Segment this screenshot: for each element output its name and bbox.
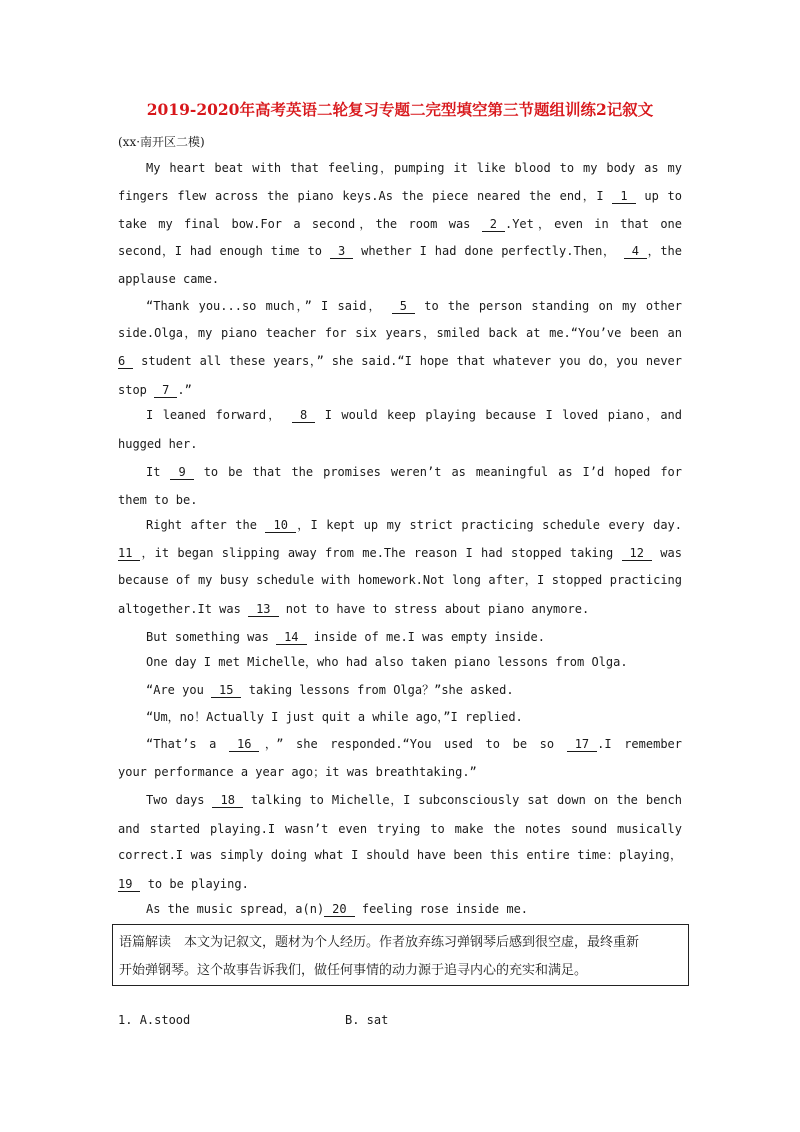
blank-18: 18 — [212, 793, 242, 808]
blank-15: 15 — [211, 683, 241, 698]
passage-line: and started playing.I wasn’t even trying to make the notes sound musically — [118, 822, 682, 836]
blank-14: 14 — [276, 630, 306, 645]
option-b: B. sat — [345, 1013, 389, 1027]
passage-line: It 9 to be that the promises weren’t as meaningful as I’d hoped for — [146, 465, 682, 479]
passage-line: “That’s a 16 ，” she responded.“You used to be so 17 .I remember — [146, 737, 682, 751]
option-a: A.stood — [139, 1013, 191, 1027]
passage-line: them to be. — [118, 493, 198, 507]
passage-line: “Thank you...so much，” I said， 5 to the person standing on my other — [146, 299, 682, 313]
passage-line: Right after the 10 ，I kept up my strict practicing schedule every day. — [146, 518, 683, 532]
passage-line: 11 ，it began slipping away from me.The reason I had stopped taking 12 was — [118, 546, 682, 560]
passage-line: because of my busy schedule with homework.Not long after，I stopped practicing — [118, 573, 682, 587]
blank-20: 20 — [324, 902, 354, 917]
analysis-line-1: 语篇解读 本文为记叙文，题材为个人经历。作者放弃练习弹钢琴后感到很空虚，最终重新 — [119, 935, 640, 950]
passage-line: side.Olga，my piano teacher for six years，smiled back at me.“You’ve been an — [118, 326, 682, 340]
passage-line: I leaned forward， 8 I would keep playing because I loved piano，and — [146, 408, 682, 422]
source-note: (xx·南开区二模) — [118, 135, 205, 149]
passage-line: “Are you 15 taking lessons from Olga？”she asked. — [146, 683, 514, 697]
blank-5: 5 — [392, 299, 415, 314]
blank-10: 10 — [265, 518, 295, 533]
passage-line: fingers flew across the piano keys.As the piece neared the end，I 1 up to — [118, 189, 683, 203]
passage-line: 19 to be playing. — [118, 877, 249, 891]
blank-9: 9 — [170, 465, 193, 480]
passage-line: hugged her. — [118, 437, 198, 451]
passage-line: Two days 18 talking to Michelle，I subconsciously sat down on the bench — [146, 793, 682, 807]
passage-line: “Um，no！Actually I just quit a while ago，”I replied. — [146, 710, 523, 724]
passage-line: 6 student all these years，” she said.“I hope that whatever you do，you never — [118, 354, 682, 368]
blank-4: 4 — [624, 244, 647, 259]
question-1-options — [118, 1013, 190, 1027]
passage-line: One day I met Michelle，who had also taken piano lessons from Olga. — [146, 655, 628, 669]
blank-11: 11 — [118, 546, 140, 561]
passage-line: take my final bow.For a second，the room was 2 .Yet，even in that one — [118, 217, 682, 231]
passage-line: correct.I was simply doing what I should have been this entire time：playing， — [118, 848, 682, 862]
blank-13: 13 — [248, 602, 278, 617]
question-number: 1. — [118, 1013, 140, 1027]
blank-16: 16 — [229, 737, 259, 752]
blank-1: 1 — [612, 189, 635, 204]
passage-line: My heart beat with that feeling，pumping it like blood to my body as my — [146, 161, 682, 175]
blank-3: 3 — [330, 244, 353, 259]
passage-line: second，I had enough time to 3 whether I had done perfectly.Then， 4 ，the — [118, 244, 682, 258]
blank-2: 2 — [482, 217, 505, 232]
page-title: 2019-2020年高考英语二轮复习专题二完型填空第三节题组训练2记叙文 — [146, 100, 654, 119]
blank-17: 17 — [567, 737, 597, 752]
passage-line: applause came. — [118, 272, 220, 286]
passage-line: your performance a year ago；it was breathtaking.” — [118, 765, 477, 779]
blank-8: 8 — [292, 408, 315, 423]
passage-line: But something was 14 inside of me.I was empty inside. — [146, 630, 545, 644]
analysis-line-2: 开始弹钢琴。这个故事告诉我们，做任何事情的动力源于追寻内心的充实和满足。 — [119, 963, 588, 978]
passage-line: As the music spread，a(n) 20 feeling rose inside me. — [146, 902, 529, 916]
blank-12: 12 — [622, 546, 652, 561]
blank-7: 7 — [154, 383, 177, 398]
blank-6: 6 — [118, 354, 133, 369]
blank-19: 19 — [118, 877, 140, 892]
passage-line: stop 7 .” — [118, 383, 192, 397]
passage-line: altogether.It was 13 not to have to stress about piano anymore. — [118, 602, 590, 616]
passage-analysis-box — [112, 924, 689, 986]
